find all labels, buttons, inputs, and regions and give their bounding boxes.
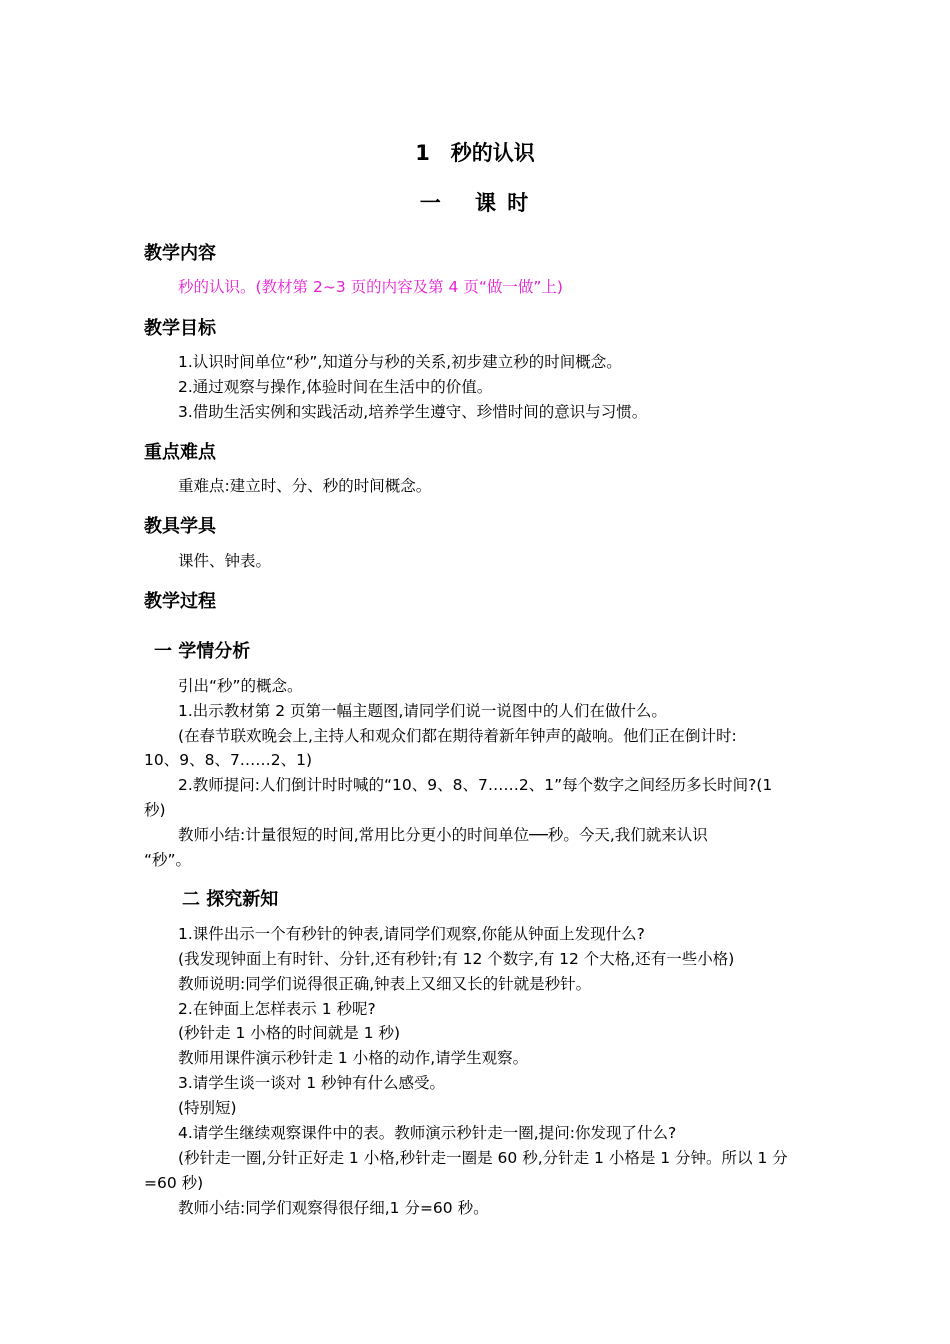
goal-item: 2.通过观察与操作,体验时间在生活中的价值。 <box>178 378 493 396</box>
lesson-subtitle: 一 课 时 <box>419 191 531 215</box>
keypoints-text: 重难点:建立时、分、秒的时间概念。 <box>178 477 432 495</box>
part2-line: 1.课件出示一个有秒针的钟表,请同学们观察,你能从钟面上发现什么? <box>178 925 645 943</box>
part2-line: =60 秒) <box>144 1174 204 1192</box>
part2-line: 2.在钟面上怎样表示 1 秒呢? <box>178 1000 376 1018</box>
content-text: 秒的认识。(教材第 2~3 页的内容及第 4 页“做一做”上) <box>178 278 563 296</box>
part2-line: 3.请学生谈一谈对 1 秒钟有什么感受。 <box>178 1074 446 1092</box>
part1-line: 1.出示教材第 2 页第一幅主题图,请同学们说一说图中的人们在做什么。 <box>178 702 667 720</box>
lesson-title: 1 秒的认识 <box>415 141 535 165</box>
goal-item: 3.借助生活实例和实践活动,培养学生遵守、珍惜时间的意识与习惯。 <box>178 403 648 421</box>
part1-line: 2.教师提问:人们倒计时时喊的“10、9、8、7……2、1”每个数字之间经历多长时间?(1 <box>178 776 773 794</box>
part2-line: 教师小结:同学们观察得很仔细,1 分=60 秒。 <box>178 1199 489 1217</box>
section-heading-keypoints: 重点难点 <box>144 442 216 463</box>
part2-line: (我发现钟面上有时针、分针,还有秒针;有 12 个数字,有 12 个大格,还有一些小格) <box>178 950 735 968</box>
section-heading-tools: 教具学具 <box>144 516 216 537</box>
part1-line: “秒”。 <box>144 851 192 869</box>
tools-text: 课件、钟表。 <box>178 552 272 570</box>
part2-line: (特别短) <box>178 1099 237 1117</box>
part2-heading: 二 探究新知 <box>182 889 279 910</box>
part2-line: 教师说明:同学们说得很正确,钟表上又细又长的针就是秒针。 <box>178 975 592 993</box>
part2-line: 教师用课件演示秒针走 1 小格的动作,请学生观察。 <box>178 1049 529 1067</box>
part1-line: 教师小结:计量很短的时间,常用比分更小的时间单位──秒。今天,我们就来认识 <box>178 826 708 844</box>
part1-line: (在春节联欢晚会上,主持人和观众们都在期待着新年钟声的敲响。他们正在倒计时: <box>178 727 737 745</box>
part2-line: 4.请学生继续观察课件中的表。教师演示秒针走一圈,提问:你发现了什么? <box>178 1124 677 1142</box>
part1-line: 10、9、8、7……2、1) <box>144 751 313 769</box>
part1-line: 引出“秒”的概念。 <box>178 677 303 695</box>
part2-line: (秒针走 1 小格的时间就是 1 秒) <box>178 1024 401 1042</box>
part1-heading: 一 学情分析 <box>154 641 251 662</box>
goal-item: 1.认识时间单位“秒”,知道分与秒的关系,初步建立秒的时间概念。 <box>178 353 622 371</box>
section-heading-content: 教学内容 <box>144 243 216 264</box>
section-heading-goals: 教学目标 <box>144 318 216 339</box>
part1-line: 秒) <box>144 801 166 819</box>
part2-line: (秒针走一圈,分针正好走 1 小格,秒针走一圈是 60 秒,分针走 1 小格是 1 分钟。所以 1 分 <box>178 1149 788 1167</box>
section-heading-process: 教学过程 <box>144 591 216 612</box>
